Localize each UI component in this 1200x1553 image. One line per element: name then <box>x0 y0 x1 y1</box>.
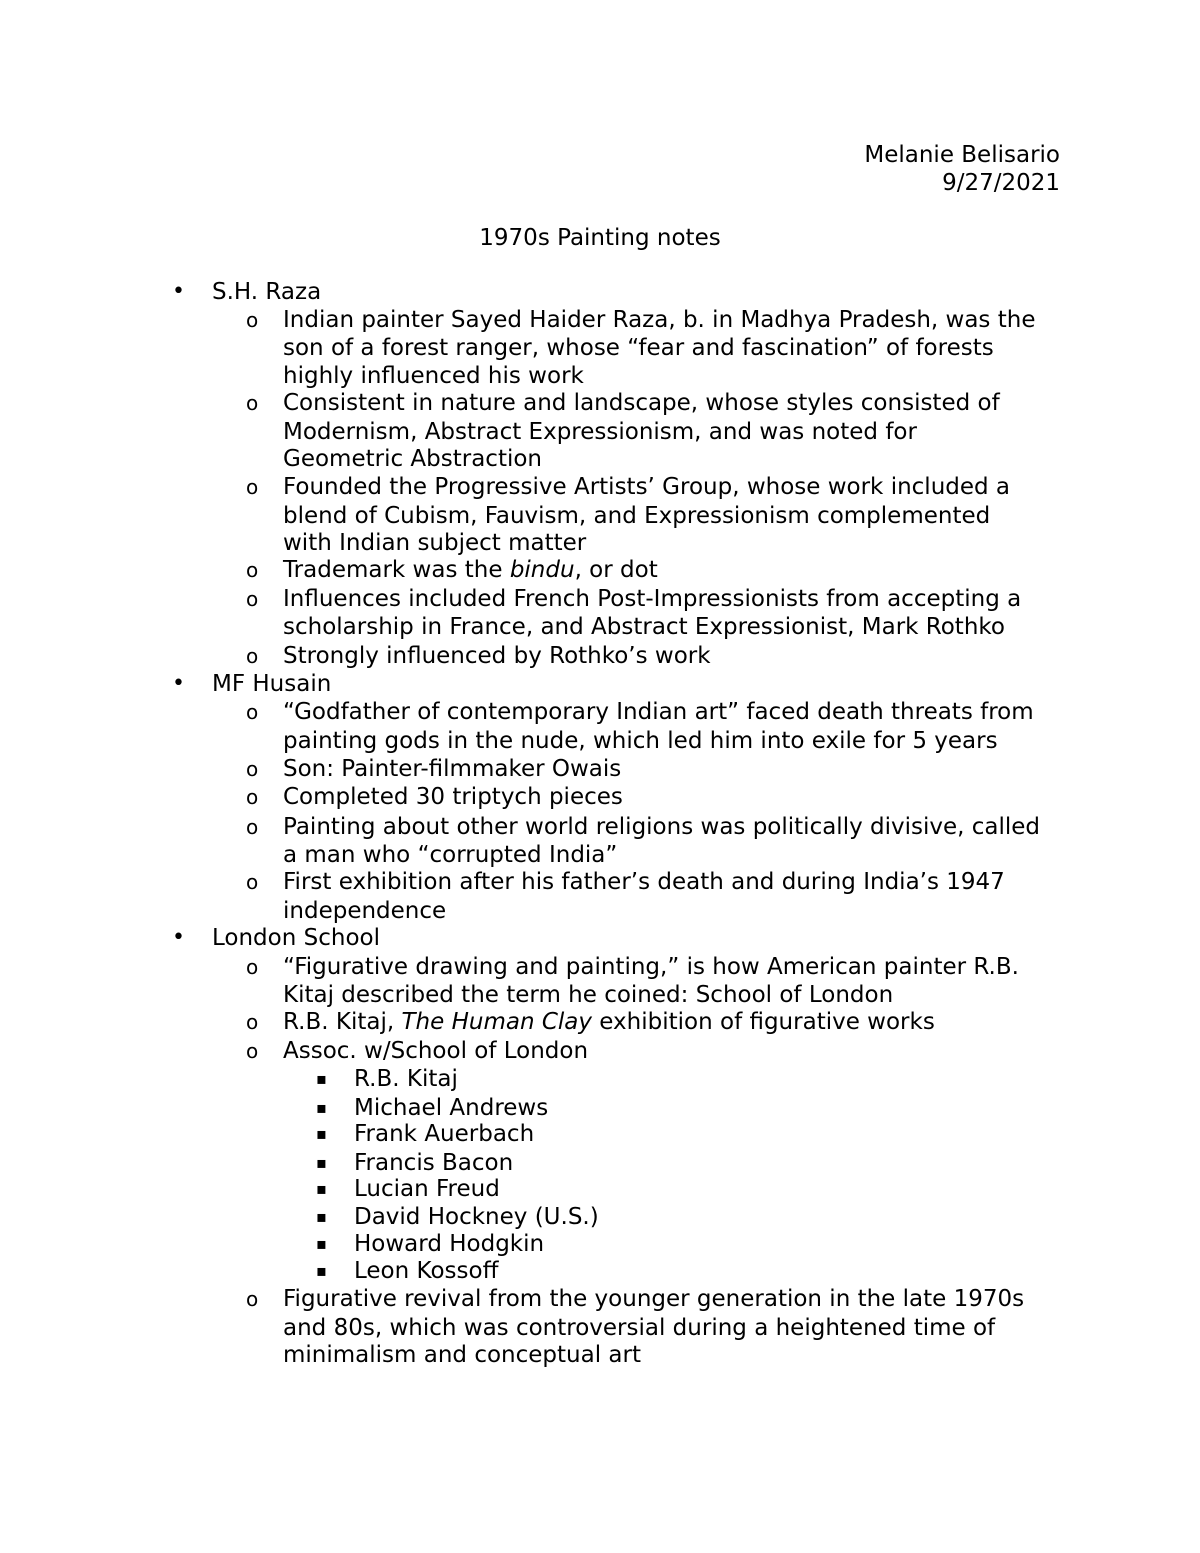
note-line: painting gods in the nude, which led him into exile for 5 years <box>283 728 998 754</box>
artist-list-item: Francis Bacon <box>354 1150 514 1176</box>
note-line: Indian painter Sayed Haider Raza, b. in Madhya Pradesh, was the <box>283 307 1036 333</box>
section-heading-london-school: London School <box>212 925 380 951</box>
square-marker: ▪ <box>316 1124 327 1143</box>
circle-marker: o <box>246 815 259 839</box>
bullet-marker: • <box>172 925 185 950</box>
note-line: independence <box>283 898 447 924</box>
note-line: Kitaj described the term he coined: School of London <box>283 982 894 1008</box>
italic-term-bindu: bindu <box>509 557 575 583</box>
artist-list-item: Frank Auerbach <box>354 1121 535 1147</box>
author-name: Melanie Belisario <box>864 142 1060 168</box>
document-date: 9/27/2021 <box>942 170 1060 196</box>
note-line: Painting about other world religions was politically divisive, called <box>283 814 1041 840</box>
note-line: scholarship in France, and Abstract Expressionist, Mark Rothko <box>283 614 1005 640</box>
note-line: Assoc. w/School of London <box>283 1038 589 1064</box>
circle-marker: o <box>246 308 259 332</box>
circle-marker: o <box>246 785 259 809</box>
artist-list-item: Lucian Freud <box>354 1176 500 1202</box>
circle-marker: o <box>246 1010 259 1034</box>
note-line: Completed 30 triptych pieces <box>283 784 623 810</box>
circle-marker: o <box>246 644 259 668</box>
square-marker: ▪ <box>316 1069 327 1088</box>
note-line: minimalism and conceptual art <box>283 1342 641 1368</box>
note-line: son of a forest ranger, whose “fear and fascination” of forests <box>283 335 994 361</box>
circle-marker: o <box>246 475 259 499</box>
note-line: and 80s, which was controversial during a heightened time of <box>283 1315 996 1341</box>
circle-marker: o <box>246 391 259 415</box>
note-line: “Godfather of contemporary Indian art” faced death threats from <box>283 699 1034 725</box>
section-heading-husain: MF Husain <box>212 671 332 697</box>
bullet-marker: • <box>172 671 185 696</box>
artist-list-item: Michael Andrews <box>354 1095 549 1121</box>
note-line: Founded the Progressive Artists’ Group, whose work included a <box>283 474 1011 500</box>
square-marker: ▪ <box>316 1098 327 1117</box>
note-line: highly influenced his work <box>283 363 584 389</box>
circle-marker: o <box>246 1287 259 1311</box>
note-text: , or dot <box>574 557 658 583</box>
note-line-trademark <box>283 556 658 584</box>
bullet-marker: • <box>172 279 185 304</box>
note-line: First exhibition after his father’s death and during India’s 1947 <box>283 869 1005 895</box>
note-line: with Indian subject matter <box>283 530 587 556</box>
circle-marker: o <box>246 700 259 724</box>
square-marker: ▪ <box>316 1234 327 1253</box>
circle-marker: o <box>246 870 259 894</box>
circle-marker: o <box>246 757 259 781</box>
note-line: Strongly influenced by Rothko’s work <box>283 643 711 669</box>
square-marker: ▪ <box>316 1179 327 1198</box>
note-line-human-clay <box>283 1008 935 1036</box>
square-marker: ▪ <box>316 1153 327 1172</box>
note-line: blend of Cubism, Fauvism, and Expressionism complemented <box>283 503 991 529</box>
note-text: Trademark was the <box>283 557 510 583</box>
note-line: Influences included French Post-Impressionists from accepting a <box>283 586 1022 612</box>
square-marker: ▪ <box>316 1207 327 1226</box>
note-line: Geometric Abstraction <box>283 446 543 472</box>
note-text: exhibition of figurative works <box>592 1009 935 1035</box>
note-line: “Figurative drawing and painting,” is how American painter R.B. <box>283 954 1019 980</box>
document-title: 1970s Painting notes <box>479 225 721 251</box>
note-text: R.B. Kitaj, <box>283 1009 402 1035</box>
note-line: Consistent in nature and landscape, whose styles consisted of <box>283 390 1000 416</box>
square-marker: ▪ <box>316 1261 327 1280</box>
note-line: Figurative revival from the younger generation in the late 1970s <box>283 1286 1025 1312</box>
artist-list-item: Howard Hodgkin <box>354 1231 545 1257</box>
circle-marker: o <box>246 955 259 979</box>
section-heading-raza: S.H. Raza <box>212 279 322 305</box>
circle-marker: o <box>246 1039 259 1063</box>
artist-list-item: Leon Kossoff <box>354 1258 499 1284</box>
artist-list-item: R.B. Kitaj <box>354 1066 458 1092</box>
circle-marker: o <box>246 558 259 582</box>
note-line: Son: Painter-filmmaker Owais <box>283 756 622 782</box>
note-line: a man who “corrupted India” <box>283 842 618 868</box>
artist-list-item: David Hockney (U.S.) <box>354 1204 599 1230</box>
circle-marker: o <box>246 587 259 611</box>
note-line: Modernism, Abstract Expressionism, and was noted for <box>283 419 917 445</box>
italic-title-human-clay: The Human Clay <box>401 1009 592 1035</box>
